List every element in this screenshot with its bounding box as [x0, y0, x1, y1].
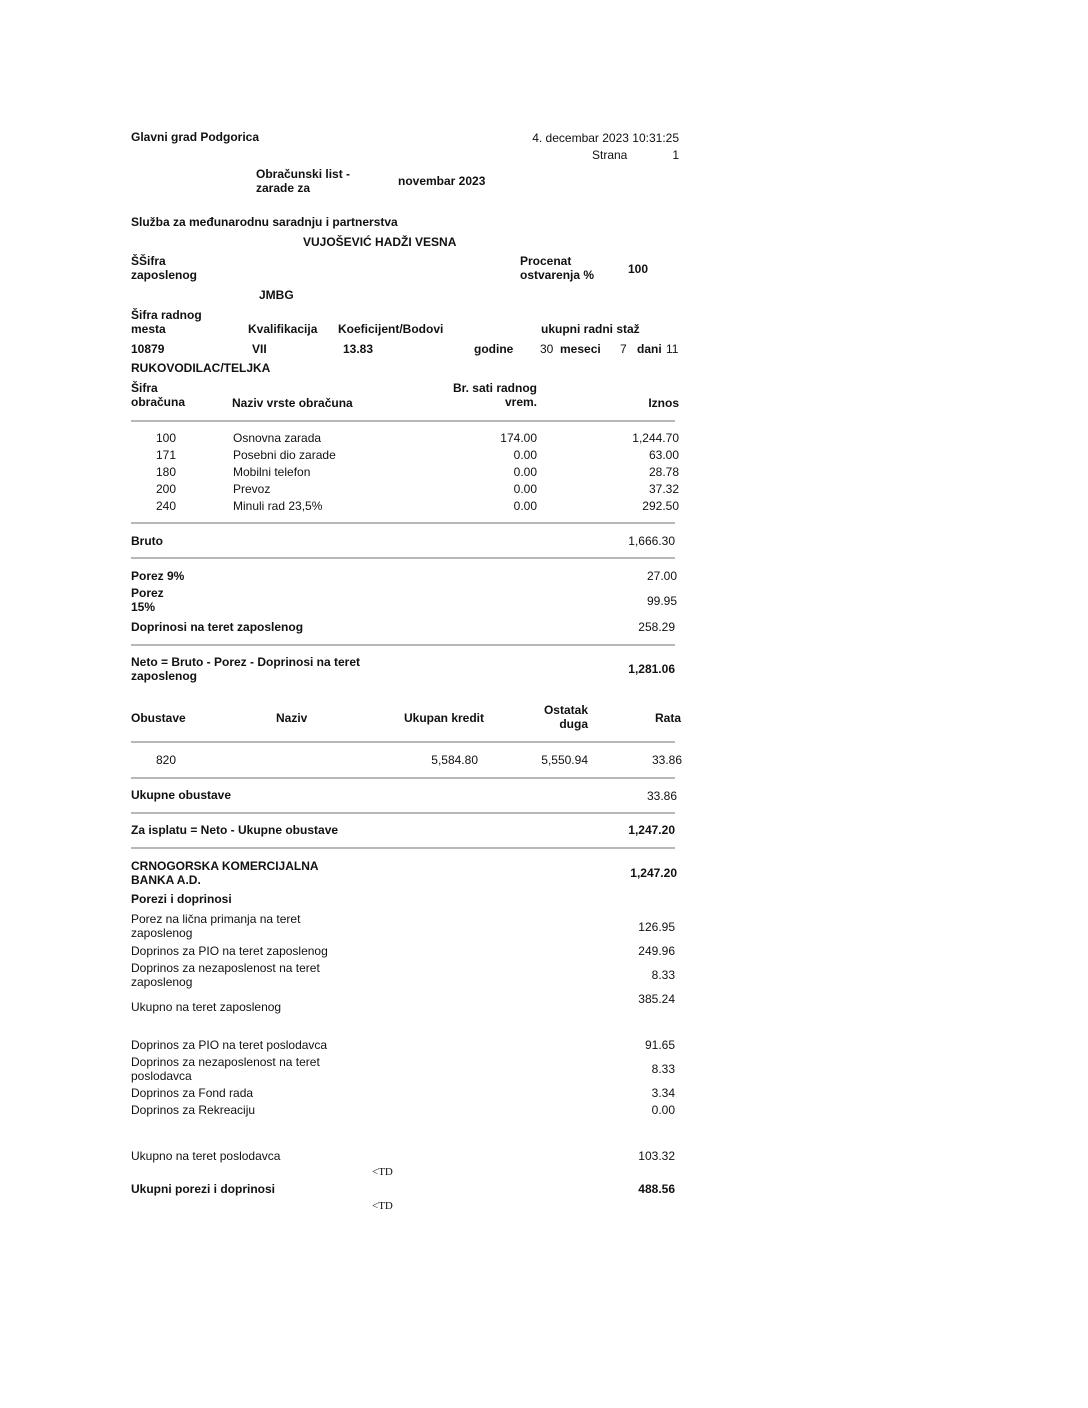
months-label: meseci — [560, 342, 601, 356]
months: 7 — [620, 342, 627, 356]
grand-total-label: Ukupni porezi i doprinosi — [131, 1182, 275, 1196]
work-fund-value: 3.34 — [651, 1086, 675, 1100]
divider — [131, 644, 675, 646]
pio-employee-value: 249.96 — [638, 944, 675, 958]
work-fund-label: Doprinos za Fond rada — [131, 1086, 254, 1100]
row-hours: 0.00 — [513, 465, 537, 479]
html-artifact: <TD — [372, 1166, 393, 1178]
html-artifact: <TD — [372, 1200, 393, 1212]
position-title: RUKOVODILAC/TELJKA — [131, 361, 271, 375]
deduction-remaining: 5,550.94 — [541, 753, 588, 767]
row-name: Mobilni telefon — [233, 465, 311, 479]
payout-value: 1,247.20 — [628, 823, 675, 837]
seniority-label: ukupni radni staž — [541, 322, 640, 336]
row-code: 200 — [156, 482, 177, 496]
col-hours: Br. sati radnog vrem. — [452, 381, 537, 409]
bank-amount: 1,247.20 — [630, 866, 677, 880]
col-total-credit: Ukupan kredit — [404, 711, 485, 725]
total-employer-value: 103.32 — [638, 1149, 675, 1163]
period: novembar 2023 — [398, 174, 486, 188]
divider — [131, 420, 675, 422]
grand-total-value: 488.56 — [638, 1182, 675, 1196]
percent-value: 100 — [628, 262, 649, 276]
bruto-value: 1,666.30 — [628, 534, 675, 548]
pio-employer-label: Doprinos za PIO na teret poslodavca — [131, 1038, 328, 1052]
jmbg-label: JMBG — [259, 288, 294, 302]
days-label: dani — [637, 342, 662, 356]
total-deductions-label: Ukupne obustave — [131, 788, 232, 802]
days: 11 — [666, 342, 679, 356]
percent-label: Procenat ostvarenja % — [520, 254, 595, 282]
page-number: 1 — [672, 148, 679, 162]
row-amount: 63.00 — [648, 448, 679, 462]
page-label: Strana — [592, 148, 628, 162]
divider — [131, 522, 675, 524]
pio-employee-label: Doprinos za PIO na teret zaposlenog — [131, 944, 328, 958]
document-title: Obračunski list - zarade za — [256, 167, 351, 195]
row-code: 171 — [156, 448, 177, 462]
row-code: 100 — [156, 431, 177, 445]
qualification-label: Kvalifikacija — [248, 322, 318, 336]
tax15-label: Porez 15% — [131, 586, 164, 614]
print-datetime: 4. decembar 2023 10:31:25 — [532, 131, 679, 145]
qualification: VII — [252, 342, 267, 356]
position-code: 10879 — [131, 342, 165, 356]
unemployment-employer-value: 8.33 — [651, 1062, 675, 1076]
contrib-value: 258.29 — [638, 620, 675, 634]
bruto-label: Bruto — [131, 534, 163, 548]
years-label: godine — [474, 342, 514, 356]
row-name: Prevoz — [233, 482, 271, 496]
deduction-installment: 33.86 — [651, 753, 682, 767]
row-amount: 292.50 — [642, 499, 679, 513]
col-amount: Iznos — [648, 396, 679, 410]
years: 30 — [540, 342, 554, 356]
income-tax-value: 126.95 — [638, 920, 675, 934]
row-name: Posebni dio zarade — [233, 448, 336, 462]
row-code: 180 — [156, 465, 177, 479]
divider — [131, 777, 675, 779]
col-remaining: Ostatak duga — [543, 703, 588, 731]
employee-name: VUJOŠEVIĆ HADŽI VESNA — [303, 235, 457, 249]
total-employee-value: 385.24 — [638, 992, 675, 1006]
col-deduction-name: Naziv — [276, 711, 308, 725]
row-name: Osnovna zarada — [233, 431, 322, 445]
recreation-label: Doprinos za Rekreaciju — [131, 1103, 256, 1117]
deduction-total-credit: 5,584.80 — [431, 753, 478, 767]
pio-employer-value: 91.65 — [644, 1038, 675, 1052]
organization: Glavni grad Podgorica — [131, 130, 260, 144]
tax9-value: 27.00 — [646, 569, 677, 583]
tax9-label: Porez 9% — [131, 569, 185, 583]
row-hours: 174.00 — [500, 431, 537, 445]
row-hours: 0.00 — [513, 448, 537, 462]
divider — [131, 812, 675, 814]
recreation-value: 0.00 — [651, 1103, 675, 1117]
row-amount: 37.32 — [648, 482, 679, 496]
row-amount: 28.78 — [648, 465, 679, 479]
payout-label: Za isplatu = Neto - Ukupne obustave — [131, 823, 339, 837]
employee-id-label: ŠŠifra zaposlenog — [131, 254, 198, 282]
contrib-label: Doprinosi na teret zaposlenog — [131, 620, 304, 634]
row-name: Minuli rad 23,5% — [233, 499, 323, 513]
col-name: Naziv vrste obračuna — [232, 396, 353, 410]
total-deductions-value: 33.86 — [646, 789, 677, 803]
coefficient-label: Koeficijent/Bodovi — [338, 322, 444, 336]
unemployment-employer-label: Doprinos za nezaposlenost na teret poslodavca — [131, 1055, 320, 1083]
bank-label: CRNOGORSKA KOMERCIJALNA BANKA A.D. — [131, 859, 319, 887]
neto-label: Neto = Bruto - Porez - Doprinosi na teret zaposlenog — [131, 655, 361, 683]
col-installment: Rata — [654, 711, 681, 725]
neto-value: 1,281.06 — [628, 662, 675, 676]
deduction-code: 820 — [156, 753, 177, 767]
position-code-label: Šifra radnog mesta — [131, 308, 202, 336]
col-code: Šifra obračuna — [131, 381, 186, 409]
row-hours: 0.00 — [513, 482, 537, 496]
col-deduction: Obustave — [131, 711, 186, 725]
divider — [131, 741, 675, 743]
unemployment-employee-label: Doprinos za nezaposlenost na teret zaposlenog — [131, 961, 320, 989]
taxes-section-label: Porezi i doprinosi — [131, 892, 232, 906]
department: Služba za međunarodnu saradnju i partnerstva — [131, 215, 398, 229]
row-hours: 0.00 — [513, 499, 537, 513]
divider — [131, 847, 675, 849]
divider — [131, 557, 675, 559]
coefficient: 13.83 — [343, 342, 374, 356]
row-code: 240 — [156, 499, 177, 513]
row-amount: 1,244.70 — [632, 431, 679, 445]
total-employer-label: Ukupno na teret poslodavca — [131, 1149, 281, 1163]
total-employee-label: Ukupno na teret zaposlenog — [131, 1000, 282, 1014]
income-tax-label: Porez na lična primanja na teret zaposlenog — [131, 912, 301, 940]
tax15-value: 99.95 — [646, 594, 677, 608]
unemployment-employee-value: 8.33 — [651, 968, 675, 982]
